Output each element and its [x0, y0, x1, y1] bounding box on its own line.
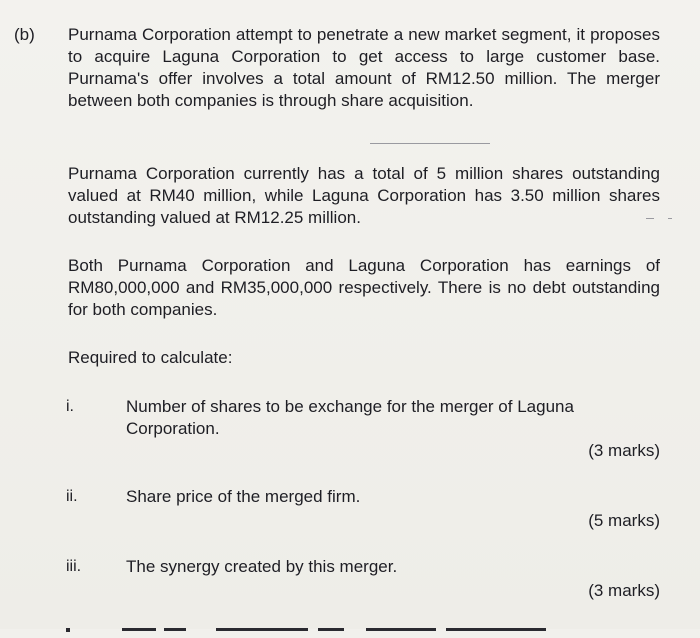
scan-mark [668, 218, 672, 219]
cropped-text-line [66, 618, 626, 638]
item-text: Number of shares to be exchange for the merger of Laguna Corporation. [126, 397, 574, 438]
item-marks: (3 marks) [588, 441, 660, 460]
item-number: i. [66, 398, 74, 415]
item-text: Share price of the merged firm. [126, 487, 361, 506]
required-heading: Required to calculate: [68, 348, 233, 367]
item-marks: (3 marks) [588, 581, 660, 600]
scan-mark [370, 143, 490, 144]
item-number: iii. [66, 558, 82, 575]
item-marks: (5 marks) [588, 511, 660, 530]
item-number: ii. [66, 488, 78, 505]
paragraph-shares: Purnama Corporation currently has a total of 5 million shares outstanding valued at RM40 million, while Laguna Corporation has 3.50 million shares outstanding valued at RM12.25 million. [68, 164, 660, 227]
paragraph-earnings: Both Purnama Corporation and Laguna Corporation has earnings of RM80,000,000 and RM35,000,000 respectively. There is no debt outstanding for both companies. [68, 256, 660, 319]
scan-mark [646, 218, 654, 219]
paragraph-offer: Purnama Corporation attempt to penetrate a new market segment, it proposes to acquire Laguna Corporation to get access to large customer base. Purnama's offer involves a total amount of RM12.50 million. The merger between both companies is through share acquisition. [68, 25, 660, 110]
item-text: The synergy created by this merger. [126, 557, 398, 576]
question-label: (b) [14, 25, 35, 44]
cropped-text-fragment [66, 618, 626, 638]
